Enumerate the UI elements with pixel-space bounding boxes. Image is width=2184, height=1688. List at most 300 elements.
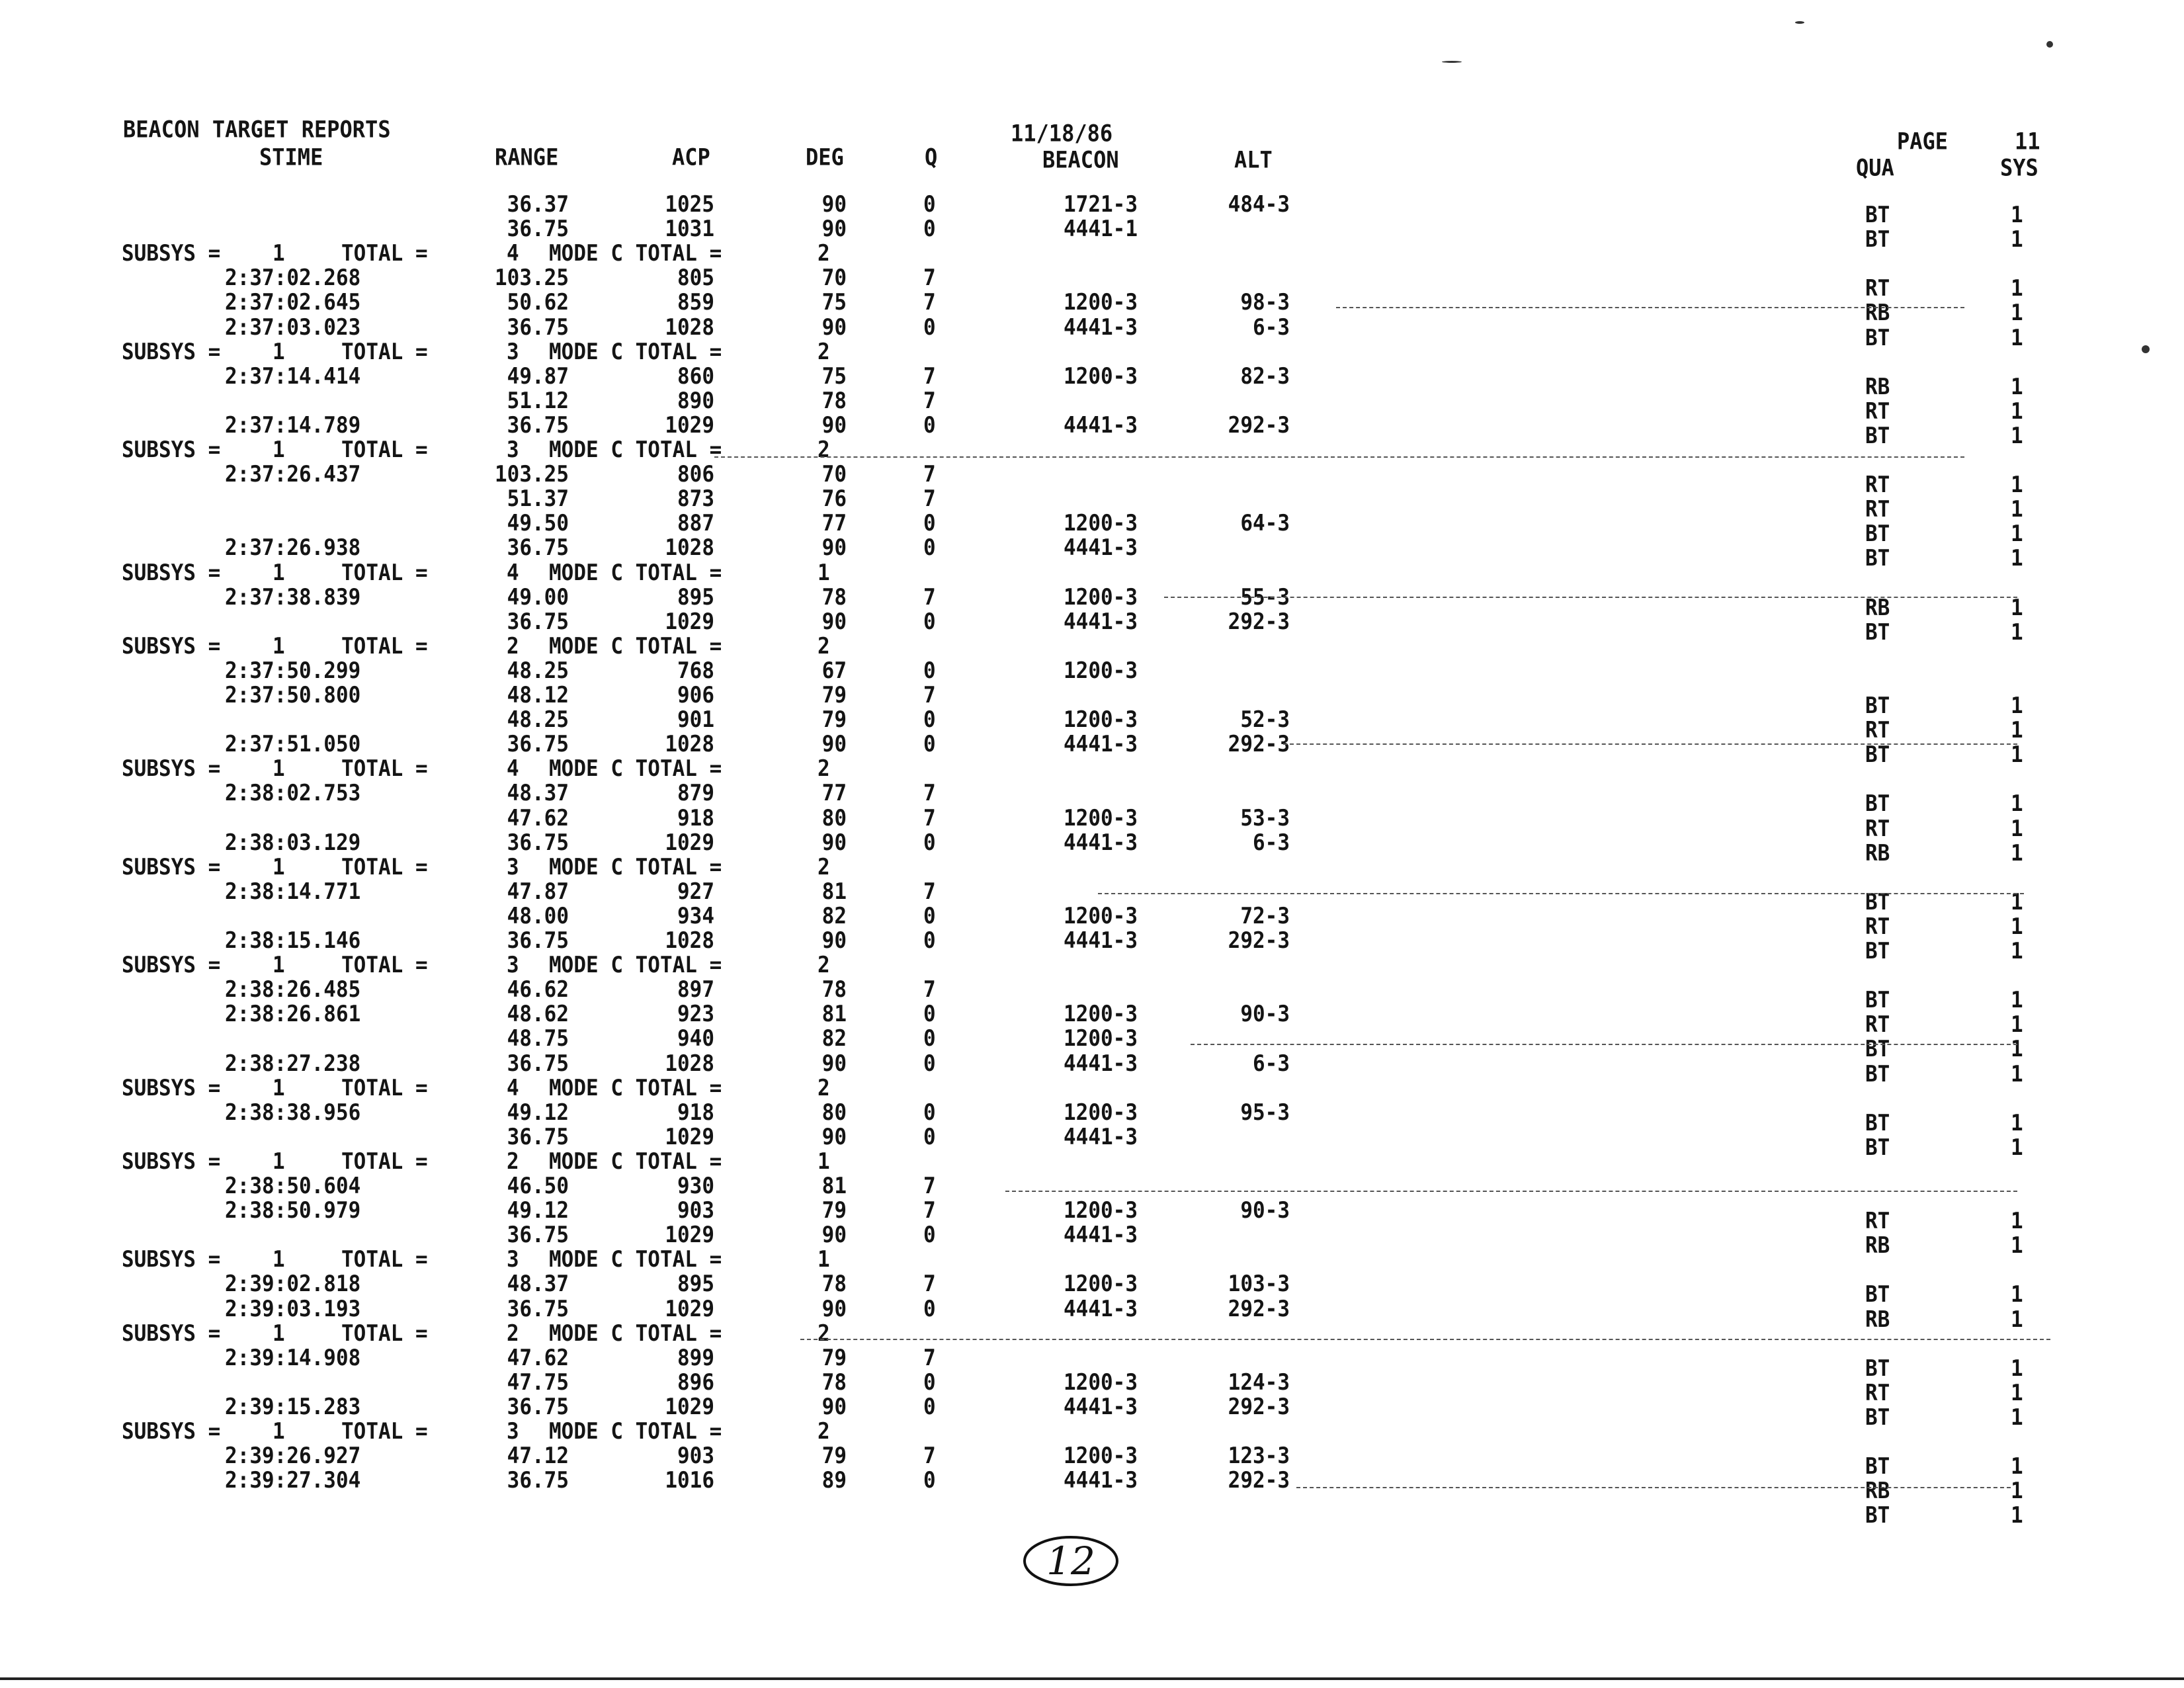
cell-sys: 1 <box>2011 595 2023 621</box>
cell-range: 36.75 <box>507 1296 569 1322</box>
cell-stime: 2:39:27.304 <box>225 1468 361 1494</box>
cell-q: 0 <box>923 1001 936 1028</box>
cell-acp: 930 <box>677 1173 714 1199</box>
cell-acp: 1016 <box>665 1468 714 1494</box>
cell-beacon: 4441-3 <box>1064 1394 1138 1420</box>
subsys-value: 1 <box>273 1247 285 1273</box>
cell-range: 36.75 <box>507 1050 569 1077</box>
cell-sys: 1 <box>2011 1233 2023 1259</box>
cell-beacon: 1200-3 <box>1064 1369 1138 1396</box>
cell-acp: 918 <box>677 1099 714 1126</box>
cell-deg: 75 <box>821 290 847 316</box>
cell-alt: 292-3 <box>1228 928 1290 954</box>
cell-acp: 1029 <box>665 1222 714 1249</box>
cell-range: 49.12 <box>507 1198 569 1224</box>
cell-q: 0 <box>923 1296 936 1322</box>
cell-alt: 6-3 <box>1253 314 1290 341</box>
cell-range: 48.75 <box>507 1026 569 1052</box>
cell-deg: 79 <box>821 1198 847 1224</box>
cell-sys: 1 <box>2011 497 2023 523</box>
cell-beacon: 1200-3 <box>1064 1271 1138 1298</box>
cell-alt: 55-3 <box>1240 584 1290 611</box>
total-value: 4 <box>507 560 519 586</box>
column-header-sys: SYS <box>2000 153 2038 181</box>
subsys-value: 1 <box>273 1148 285 1175</box>
mode-c-total-value: 1 <box>818 1148 830 1175</box>
cell-range: 36.75 <box>507 1222 569 1249</box>
cell-acp: 859 <box>677 290 714 316</box>
total-value: 2 <box>507 1148 519 1175</box>
cell-acp: 873 <box>677 486 714 513</box>
cell-stime: 2:37:51.050 <box>225 732 361 758</box>
cell-alt: 90-3 <box>1240 1001 1290 1028</box>
total-label: TOTAL = <box>341 633 428 659</box>
cell-qua: RT <box>1865 913 1890 940</box>
cell-deg: 79 <box>821 1345 847 1371</box>
column-header-q: Q <box>925 143 938 171</box>
cell-qua: RB <box>1865 840 1890 866</box>
cell-beacon: 4441-1 <box>1064 216 1138 242</box>
cell-q: 0 <box>923 657 936 684</box>
column-header-qua: QUA <box>1856 153 1894 181</box>
cell-beacon: 1200-3 <box>1064 1026 1138 1052</box>
cell-beacon: 1200-3 <box>1064 657 1138 684</box>
cell-alt: 82-3 <box>1240 363 1290 390</box>
total-label: TOTAL = <box>341 1148 428 1175</box>
cell-qua: RB <box>1865 1233 1890 1259</box>
cell-acp: 1028 <box>665 1050 714 1077</box>
cell-beacon: 4441-3 <box>1064 1468 1138 1494</box>
cell-acp: 1029 <box>665 1124 714 1150</box>
cell-range: 47.87 <box>507 878 569 905</box>
cell-stime: 2:37:14.414 <box>225 363 361 390</box>
cell-deg: 90 <box>821 192 847 218</box>
mode-c-total-label: MODE C TOTAL = <box>549 241 722 267</box>
cell-q: 7 <box>923 462 936 487</box>
cell-alt: 52-3 <box>1240 707 1290 733</box>
total-value: 4 <box>507 241 519 267</box>
cell-q: 0 <box>923 192 936 218</box>
cell-q: 7 <box>923 1271 936 1298</box>
cell-acp: 923 <box>677 1001 714 1028</box>
cell-deg: 90 <box>821 732 847 758</box>
cell-sys: 1 <box>2011 742 2023 769</box>
cell-deg: 90 <box>821 535 847 562</box>
cell-qua: RB <box>1865 1306 1890 1333</box>
cell-beacon: 1200-3 <box>1064 290 1138 316</box>
cell-acp: 1025 <box>665 192 714 218</box>
cell-sys: 1 <box>2011 472 2023 498</box>
subsys-value: 1 <box>273 756 285 782</box>
cell-qua: BT <box>1865 1134 1890 1161</box>
mode-c-total-value: 2 <box>818 437 830 463</box>
cell-sys: 1 <box>2011 276 2023 302</box>
cell-sys: 1 <box>2011 1380 2023 1406</box>
cell-stime: 2:39:02.818 <box>225 1271 361 1298</box>
cell-deg: 90 <box>821 1124 847 1150</box>
total-value: 2 <box>507 1320 519 1347</box>
cell-acp: 899 <box>677 1345 714 1371</box>
cell-sys: 1 <box>2011 1503 2023 1529</box>
cell-deg: 89 <box>821 1468 847 1494</box>
cell-q: 0 <box>923 1394 936 1420</box>
cell-qua: BT <box>1865 619 1890 646</box>
cell-range: 48.37 <box>507 1271 569 1298</box>
cell-acp: 897 <box>677 977 714 1003</box>
cell-acp: 1029 <box>665 1296 714 1322</box>
cell-qua: RT <box>1865 1380 1890 1406</box>
mode-c-total-value: 2 <box>818 952 830 978</box>
cell-sys: 1 <box>2011 1404 2023 1431</box>
cell-qua: BT <box>1865 423 1890 449</box>
subsys-value: 1 <box>273 560 285 586</box>
cell-alt: 53-3 <box>1240 805 1290 831</box>
mode-c-total-label: MODE C TOTAL = <box>549 1419 722 1445</box>
subsys-value: 1 <box>273 1419 285 1445</box>
cell-alt: 292-3 <box>1228 1468 1290 1494</box>
cell-qua: RT <box>1865 276 1890 302</box>
cell-range: 36.75 <box>507 1468 569 1494</box>
cell-range: 36.75 <box>507 829 569 856</box>
cell-range: 36.75 <box>507 609 569 635</box>
print-rule <box>1283 743 2017 745</box>
cell-range: 36.75 <box>507 928 569 954</box>
cell-sys: 1 <box>2011 1282 2023 1308</box>
column-header-range: RANGE <box>495 143 559 171</box>
cell-beacon: 4441-3 <box>1064 412 1138 439</box>
cell-range: 36.75 <box>507 412 569 439</box>
subsys-value: 1 <box>273 339 285 365</box>
cell-alt: 124-3 <box>1228 1369 1290 1396</box>
cell-q: 7 <box>923 1198 936 1224</box>
cell-sys: 1 <box>2011 374 2023 400</box>
cell-q: 0 <box>923 314 936 341</box>
cell-sys: 1 <box>2011 300 2023 327</box>
cell-acp: 768 <box>677 657 714 684</box>
cell-sys: 1 <box>2011 202 2023 228</box>
cell-range: 49.50 <box>507 511 569 537</box>
cell-qua: BT <box>1865 1404 1890 1431</box>
cell-qua: BT <box>1865 988 1890 1014</box>
cell-sys: 1 <box>2011 1012 2023 1038</box>
subsys-label: SUBSYS = <box>122 241 221 267</box>
cell-qua: BT <box>1865 1110 1890 1136</box>
cell-stime: 2:38:27.238 <box>225 1050 361 1077</box>
cell-alt: 103-3 <box>1228 1271 1290 1298</box>
cell-acp: 887 <box>677 511 714 537</box>
cell-beacon: 1200-3 <box>1064 1198 1138 1224</box>
print-rule <box>1164 597 2017 598</box>
cell-qua: BT <box>1865 1355 1890 1382</box>
cell-q: 7 <box>923 1443 936 1469</box>
mode-c-total-value: 2 <box>818 854 830 880</box>
cell-q: 7 <box>923 265 936 292</box>
cell-q: 0 <box>923 1468 936 1494</box>
cell-beacon: 1200-3 <box>1064 1099 1138 1126</box>
cell-q: 7 <box>923 781 936 807</box>
total-label: TOTAL = <box>341 756 428 782</box>
cell-range: 36.75 <box>507 1394 569 1420</box>
cell-qua: RT <box>1865 398 1890 425</box>
cell-q: 0 <box>923 1369 936 1396</box>
cell-alt: 292-3 <box>1228 1394 1290 1420</box>
cell-beacon: 1200-3 <box>1064 363 1138 390</box>
cell-range: 47.12 <box>507 1443 569 1469</box>
total-value: 4 <box>507 756 519 782</box>
cell-acp: 806 <box>677 462 714 487</box>
mode-c-total-value: 2 <box>818 241 830 267</box>
cell-qua: BT <box>1865 742 1890 769</box>
cell-stime: 2:39:15.283 <box>225 1394 361 1420</box>
total-label: TOTAL = <box>341 1419 428 1445</box>
cell-sys: 1 <box>2011 1036 2023 1063</box>
mode-c-total-label: MODE C TOTAL = <box>549 1320 722 1347</box>
cell-qua: RB <box>1865 1478 1890 1505</box>
cell-beacon: 4441-3 <box>1064 1222 1138 1249</box>
cell-q: 0 <box>923 1050 936 1077</box>
cell-range: 49.00 <box>507 584 569 611</box>
scan-speck <box>2046 41 2053 48</box>
mode-c-total-value: 2 <box>818 756 830 782</box>
cell-q: 7 <box>923 363 936 390</box>
cell-deg: 90 <box>821 829 847 856</box>
subsys-value: 1 <box>273 633 285 659</box>
cell-stime: 2:38:02.753 <box>225 781 361 807</box>
cell-stime: 2:37:14.789 <box>225 412 361 439</box>
cell-qua: BT <box>1865 1282 1890 1308</box>
cell-qua: RT <box>1865 816 1890 842</box>
subsys-value: 1 <box>273 1075 285 1101</box>
mode-c-total-value: 1 <box>818 560 830 586</box>
cell-beacon: 1200-3 <box>1064 511 1138 537</box>
cell-qua: RB <box>1865 300 1890 327</box>
cell-acp: 890 <box>677 388 714 414</box>
cell-qua: BT <box>1865 1454 1890 1480</box>
cell-stime: 2:37:02.645 <box>225 290 361 316</box>
cell-qua: BT <box>1865 1061 1890 1087</box>
cell-beacon: 1200-3 <box>1064 903 1138 929</box>
cell-deg: 70 <box>821 462 847 487</box>
mode-c-total-label: MODE C TOTAL = <box>549 560 722 586</box>
cell-deg: 90 <box>821 216 847 242</box>
cell-alt: 98-3 <box>1240 290 1290 316</box>
cell-sys: 1 <box>2011 889 2023 915</box>
cell-acp: 896 <box>677 1369 714 1396</box>
column-header-stime: STIME <box>259 143 323 171</box>
cell-acp: 906 <box>677 683 714 708</box>
subsys-label: SUBSYS = <box>122 437 221 463</box>
cell-sys: 1 <box>2011 840 2023 866</box>
total-value: 3 <box>507 339 519 365</box>
cell-alt: 292-3 <box>1228 732 1290 758</box>
mode-c-total-label: MODE C TOTAL = <box>549 1075 722 1101</box>
cell-stime: 2:37:26.437 <box>225 462 361 487</box>
column-header-deg: DEG <box>806 143 844 171</box>
mode-c-total-label: MODE C TOTAL = <box>549 1247 722 1273</box>
cell-acp: 1029 <box>665 609 714 635</box>
subsys-value: 1 <box>273 854 285 880</box>
total-value: 2 <box>507 633 519 659</box>
cell-stime: 2:37:02.268 <box>225 265 361 292</box>
cell-q: 0 <box>923 1124 936 1150</box>
cell-deg: 90 <box>821 412 847 439</box>
cell-acp: 1028 <box>665 928 714 954</box>
handwritten-page-number-text: 12 <box>1046 1539 1095 1583</box>
cell-q: 7 <box>923 388 936 414</box>
total-label: TOTAL = <box>341 241 428 267</box>
cell-deg: 78 <box>821 1271 847 1298</box>
mode-c-total-value: 2 <box>818 1320 830 1347</box>
cell-qua: BT <box>1865 1503 1890 1529</box>
cell-stime: 2:37:50.800 <box>225 683 361 708</box>
cell-beacon: 1721-3 <box>1064 192 1138 218</box>
cell-alt: 484-3 <box>1228 192 1290 218</box>
total-label: TOTAL = <box>341 854 428 880</box>
cell-acp: 879 <box>677 781 714 807</box>
cell-q: 7 <box>923 290 936 316</box>
cell-sys: 1 <box>2011 1454 2023 1480</box>
cell-q: 0 <box>923 412 936 439</box>
cell-deg: 77 <box>821 511 847 537</box>
cell-q: 0 <box>923 1099 936 1126</box>
cell-sys: 1 <box>2011 521 2023 548</box>
cell-qua: BT <box>1865 227 1890 253</box>
cell-alt: 292-3 <box>1228 609 1290 635</box>
cell-qua: RB <box>1865 374 1890 400</box>
print-rule <box>1005 1191 2017 1192</box>
cell-beacon: 4441-3 <box>1064 1296 1138 1322</box>
cell-q: 0 <box>923 707 936 733</box>
cell-sys: 1 <box>2011 227 2023 253</box>
cell-q: 0 <box>923 609 936 635</box>
total-value: 4 <box>507 1075 519 1101</box>
subsys-value: 1 <box>273 1320 285 1347</box>
cell-acp: 1031 <box>665 216 714 242</box>
subsys-label: SUBSYS = <box>122 1320 221 1347</box>
cell-stime: 2:39:14.908 <box>225 1345 361 1371</box>
mode-c-total-label: MODE C TOTAL = <box>549 952 722 978</box>
cell-q: 7 <box>923 805 936 831</box>
cell-beacon: 4441-3 <box>1064 829 1138 856</box>
cell-acp: 805 <box>677 265 714 292</box>
cell-q: 7 <box>923 1173 936 1199</box>
cell-range: 36.37 <box>507 192 569 218</box>
cell-q: 7 <box>923 486 936 513</box>
cell-deg: 90 <box>821 1296 847 1322</box>
cell-acp: 1028 <box>665 732 714 758</box>
cell-deg: 78 <box>821 388 847 414</box>
cell-deg: 79 <box>821 683 847 708</box>
cell-alt: 72-3 <box>1240 903 1290 929</box>
cell-deg: 90 <box>821 1394 847 1420</box>
total-label: TOTAL = <box>341 1320 428 1347</box>
cell-sys: 1 <box>2011 398 2023 425</box>
cell-sys: 1 <box>2011 913 2023 940</box>
cell-sys: 1 <box>2011 423 2023 449</box>
cell-sys: 1 <box>2011 1306 2023 1333</box>
page-number: 11 <box>2015 127 2040 155</box>
total-value: 3 <box>507 1419 519 1445</box>
cell-range: 48.00 <box>507 903 569 929</box>
cell-acp: 1029 <box>665 412 714 439</box>
cell-qua: RT <box>1865 718 1890 743</box>
cell-deg: 90 <box>821 609 847 635</box>
cell-deg: 90 <box>821 928 847 954</box>
total-label: TOTAL = <box>341 560 428 586</box>
mode-c-total-value: 2 <box>818 633 830 659</box>
cell-q: 7 <box>923 878 936 905</box>
cell-stime: 2:37:03.023 <box>225 314 361 341</box>
cell-beacon: 4441-3 <box>1064 314 1138 341</box>
cell-sys: 1 <box>2011 546 2023 572</box>
cell-sys: 1 <box>2011 718 2023 743</box>
cell-range: 36.75 <box>507 535 569 562</box>
cell-range: 36.75 <box>507 1124 569 1150</box>
cell-qua: RT <box>1865 1208 1890 1234</box>
cell-deg: 76 <box>821 486 847 513</box>
cell-qua: RT <box>1865 497 1890 523</box>
cell-alt: 6-3 <box>1253 1050 1290 1077</box>
subsys-label: SUBSYS = <box>122 560 221 586</box>
cell-range: 36.75 <box>507 216 569 242</box>
cell-deg: 78 <box>821 584 847 611</box>
cell-stime: 2:37:50.299 <box>225 657 361 684</box>
cell-deg: 80 <box>821 1099 847 1126</box>
cell-stime: 2:38:50.604 <box>225 1173 361 1199</box>
cell-range: 47.62 <box>507 1345 569 1371</box>
cell-range: 48.12 <box>507 683 569 708</box>
cell-deg: 82 <box>821 1026 847 1052</box>
cell-alt: 292-3 <box>1228 1296 1290 1322</box>
cell-acp: 918 <box>677 805 714 831</box>
cell-qua: RT <box>1865 1012 1890 1038</box>
cell-deg: 79 <box>821 1443 847 1469</box>
subsys-value: 1 <box>273 437 285 463</box>
cell-stime: 2:38:26.861 <box>225 1001 361 1028</box>
total-label: TOTAL = <box>341 437 428 463</box>
cell-beacon: 1200-3 <box>1064 1001 1138 1028</box>
cell-beacon: 1200-3 <box>1064 584 1138 611</box>
cell-range: 49.87 <box>507 363 569 390</box>
cell-alt: 64-3 <box>1240 511 1290 537</box>
cell-deg: 79 <box>821 707 847 733</box>
cell-beacon: 4441-3 <box>1064 928 1138 954</box>
cell-range: 46.62 <box>507 977 569 1003</box>
cell-acp: 1029 <box>665 1394 714 1420</box>
cell-acp: 934 <box>677 903 714 929</box>
cell-qua: RB <box>1865 595 1890 621</box>
cell-beacon: 4441-3 <box>1064 732 1138 758</box>
cell-beacon: 4441-3 <box>1064 535 1138 562</box>
cell-stime: 2:38:15.146 <box>225 928 361 954</box>
cell-qua: BT <box>1865 546 1890 572</box>
print-rule <box>1098 893 2024 894</box>
cell-deg: 90 <box>821 314 847 341</box>
subsys-label: SUBSYS = <box>122 633 221 659</box>
cell-alt: 6-3 <box>1253 829 1290 856</box>
cell-beacon: 1200-3 <box>1064 805 1138 831</box>
mode-c-total-value: 1 <box>818 1247 830 1273</box>
subsys-label: SUBSYS = <box>122 1075 221 1101</box>
cell-deg: 70 <box>821 265 847 292</box>
cell-stime: 2:38:50.979 <box>225 1198 361 1224</box>
cell-acp: 927 <box>677 878 714 905</box>
column-header-alt: ALT <box>1234 146 1273 173</box>
cell-range: 36.75 <box>507 314 569 341</box>
cell-acp: 860 <box>677 363 714 390</box>
cell-range: 47.62 <box>507 805 569 831</box>
cell-q: 0 <box>923 732 936 758</box>
